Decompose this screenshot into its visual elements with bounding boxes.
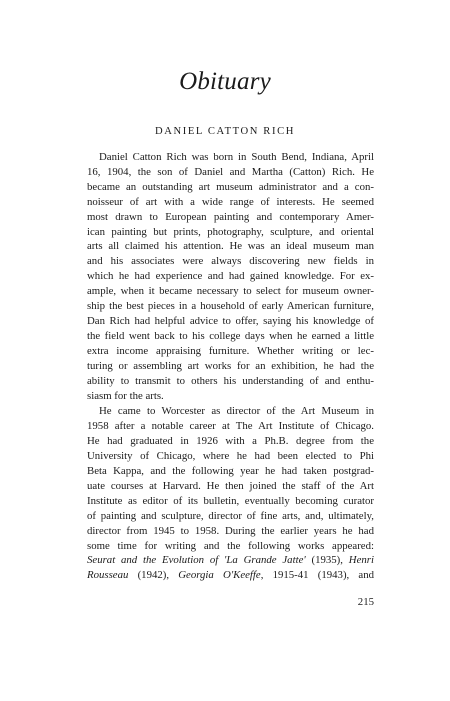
paragraph-1: [87, 150, 374, 403]
text-line: ability to transmit to others his understanding of and enthu-: [87, 374, 374, 387]
paragraph-2: [87, 404, 374, 583]
work-year: (1935),: [305, 554, 349, 567]
text-line: turing or assembling art works for an exhibition, he had the: [87, 359, 374, 372]
text-line: 16, 1904, the son of Daniel and Martha (Catton) Rich. He: [87, 165, 374, 178]
text-line: Beta Kappa, and the following year he had taken postgrad-: [87, 465, 374, 478]
text-line: ample, when it became necessary to select for museum owner-: [87, 285, 374, 298]
text-line: director from 1945 to 1958. During the earlier years he had: [87, 524, 374, 537]
text-line: siasm for the arts.: [87, 389, 164, 402]
text-line: University of Chicago, where he had been elected to Phi: [87, 450, 374, 463]
text-line: Dan Rich had helpful advice to offer, saying his knowledge of: [87, 314, 374, 327]
text-line: uate courses at Harvard. He then joined the staff of the Art: [87, 479, 374, 492]
text-line: became an outstanding art museum administrator and a con-: [87, 180, 374, 193]
text-line: Daniel Catton Rich was born in South Bend, Indiana, April: [99, 151, 374, 163]
text-line: extra income appraising furniture. Whether writing or lec-: [87, 344, 374, 357]
obituary-subject-heading: DANIEL CATTON RICH: [154, 126, 296, 137]
work-title: Rousseau: [87, 569, 129, 582]
text-line: Institute as editor of its bulletin, eventually becoming curator: [87, 494, 374, 507]
work-title: Henri: [348, 554, 374, 567]
body-text: [87, 150, 374, 583]
text-line: most drawn to European painting and contemporary Amer-: [87, 210, 374, 223]
works-line: [87, 553, 374, 568]
text-line: ican painting but prints, photography, sculpture, and oriental: [87, 225, 374, 238]
text-line: which he had experience and had gained knowledge. For ex-: [87, 270, 374, 283]
text-line: arts all claimed his attention. He was an ideal museum man: [87, 240, 374, 253]
text-line: of painting and sculpture, director of fine arts, and, ultimately,: [87, 509, 374, 522]
text-line: He came to Worcester as director of the Art Museum in: [99, 405, 374, 418]
page-title: Obituary: [179, 68, 271, 95]
work-title: Seurat and the Evolution of 'La Grande Jatte': [87, 554, 306, 567]
page-number: 215: [357, 596, 374, 608]
work-title: Georgia O'Keeffe: [178, 569, 261, 582]
text-line: noisseur of art with a wide range of interests. He seemed: [87, 195, 374, 208]
text-line: He had graduated in 1926 with a Ph.B. degree from the: [87, 435, 374, 448]
text-line: ship the best pieces in a household of early American furniture,: [87, 300, 374, 313]
text-line: and his associates were always discovering new fields in: [87, 255, 374, 268]
works-line: [87, 568, 374, 583]
text-line: some time for writing and the following works appeared:: [87, 539, 374, 552]
text-line: the field went back to his college days when he earned a little: [87, 329, 374, 342]
work-year: (1942),: [128, 569, 179, 582]
text-line: 1958 after a notable career at The Art Institute of Chicago.: [87, 420, 374, 433]
work-year: , 1915-41 (1943), and: [260, 569, 375, 582]
